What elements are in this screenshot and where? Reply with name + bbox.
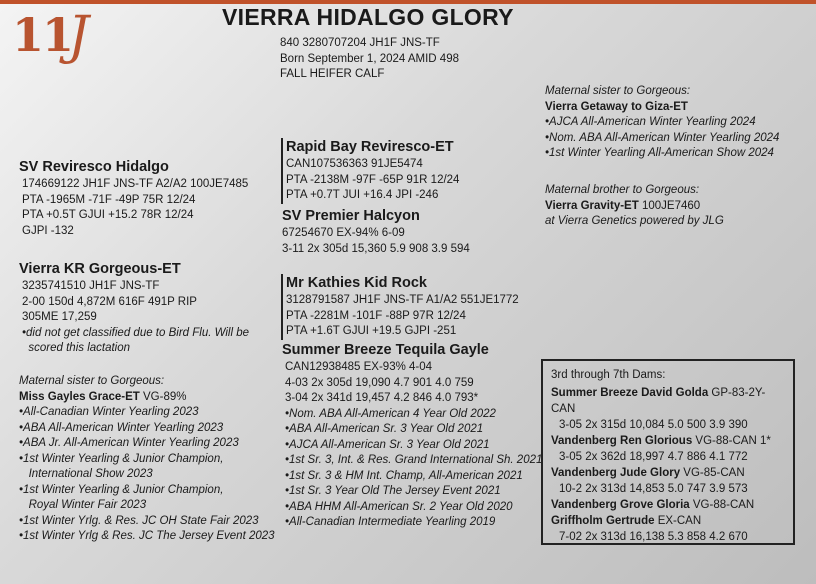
info-line: 840 3280707204 JH1F JNS-TF: [280, 37, 440, 49]
dam-entry-score: VG-88-CAN 1*: [692, 435, 771, 447]
award-item: •ABA All-American Winter Yearling 2023: [19, 421, 224, 434]
right-sister-heading: Maternal sister to Gorgeous:: [545, 85, 691, 97]
dams-sire-line: PTA -2281M -101F -88P 97R 12/24: [286, 309, 466, 322]
dam-entry-name: Vandenberg Ren Glorious: [551, 435, 693, 447]
dams-dam-line: CAN12938485 EX-93% 4-04: [285, 361, 433, 373]
sires-sire-name: Rapid Bay Reviresco-ET: [286, 139, 454, 155]
right-brother-block: [545, 183, 724, 230]
dams-dam-line: 3-04 2x 341d 19,457 4.2 846 4.0 793*: [285, 392, 479, 404]
maternal-sister-heading: Maternal sister to Gorgeous:: [19, 375, 165, 387]
dams-sire-line: PTA +1.6T GJUI +19.5 GJPI -251: [286, 325, 457, 337]
maternal-sister-block: [19, 374, 275, 545]
dam-entry-name: Vandenberg Jude Glory: [551, 467, 681, 479]
sires-sire-block: [281, 138, 459, 204]
lot-letter: J: [68, 6, 89, 66]
right-sister-block: [545, 84, 779, 162]
sires-dam-block: [282, 207, 470, 257]
right-sister-name: Vierra Getaway to Giza-ET: [545, 100, 688, 113]
award-item: •ABA Jr. All-American Winter Yearling 2023: [19, 437, 239, 449]
dam-name: Vierra KR Gorgeous-ET: [19, 261, 181, 277]
dam-line: 2-00 150d 4,872M 616F 491P RIP: [22, 295, 197, 308]
right-brother-note: at Vierra Genetics powered by JLG: [545, 215, 724, 227]
dam-entry-name: Griffholm Gertrude: [551, 515, 655, 527]
dam-entry-record: 3-05 2x 315d 10,084 5.0 500 3.9 390: [559, 419, 748, 431]
award-item: •ABA All-American Sr. 3 Year Old 2021: [285, 423, 484, 435]
award-item: •1st Winter Yrlg. & Res. JC OH State Fair 2023: [19, 514, 259, 527]
award-item: •1st Sr. 3, Int. & Res. Grand International Sh. 2021: [285, 454, 543, 466]
award-item: •Nom. ABA All-American 4 Year Old 2022: [285, 407, 496, 420]
sires-dam-line: 67254670 EX-94% 6-09: [282, 227, 405, 239]
dam-line: 3235741510 JH1F JNS-TF: [22, 280, 160, 292]
award-item: •All-Canadian Intermediate Yearling 2019: [285, 516, 496, 528]
dam-entry-score: EX-CAN: [654, 515, 702, 527]
dam-line: 305ME 17,259: [22, 311, 97, 323]
dam-entry-score: VG-88-CAN: [689, 499, 755, 511]
dams-box: [541, 359, 795, 545]
maternal-sister-score: VG-89%: [139, 390, 187, 403]
award-item: •Nom. ABA All-American Winter Yearling 2024: [545, 131, 780, 144]
dams-dam-line: 4-03 2x 305d 19,090 4.7 901 4.0 759: [285, 376, 474, 389]
award-item: •1st Winter Yrlg & Res. JC The Jersey Event 2023: [19, 530, 275, 542]
sires-sire-line: PTA +0.7T JUI +16.4 JPI -246: [286, 189, 439, 201]
award-item: •1st Winter Yearling & Junior Champion,: [19, 452, 224, 465]
dam-entry-record: 7-02 2x 313d 16,138 5.3 858 4.2 670: [559, 531, 748, 543]
dam-note: •did not get classified due to Bird Flu. Will be: [22, 326, 250, 339]
dam-entry-record: 3-05 2x 362d 18,997 4.7 886 4.1 772: [559, 451, 748, 463]
sire-line: GJPI -132: [22, 224, 74, 237]
dam-entry-name: Vandenberg Grove Gloria: [551, 499, 690, 511]
award-item: •AJCA All-American Sr. 3 Year Old 2021: [285, 438, 490, 451]
dam-block: [19, 260, 249, 357]
sires-sire-line: PTA -2138M -97F -65P 91R 12/24: [286, 173, 460, 186]
award-item: •1st Winter Yearling All-American Show 2024: [545, 147, 774, 159]
dams-sire-line: 3128791587 JH1F JNS-TF A1/A2 551JE1772: [286, 294, 519, 306]
award-item: •ABA HHM All-American Sr. 2 Year Old 2020: [285, 500, 513, 513]
award-item: Royal Winter Fair 2023: [19, 499, 147, 511]
sire-line: PTA +0.5T GJUI +15.2 78R 12/24: [22, 209, 194, 221]
dams-dam-block: [282, 341, 542, 531]
animal-info: [280, 36, 459, 83]
sire-block: [19, 158, 248, 239]
info-line: Born September 1, 2024 AMID 498: [280, 52, 459, 65]
right-brother-code: 100JE7460: [638, 199, 701, 212]
sire-line: PTA -1965M -71F -49P 75R 12/24: [22, 193, 196, 206]
sires-dam-name: SV Premier Halcyon: [282, 208, 420, 224]
award-item: •1st Winter Yearling & Junior Champion,: [19, 483, 224, 496]
award-item: •1st Sr. 3 & HM Int. Champ, All-American 2021: [285, 469, 523, 482]
right-brother-heading: Maternal brother to Gorgeous:: [545, 184, 700, 196]
sire-line: 174669122 JH1F JNS-TF A2/A2 100JE7485: [22, 178, 249, 190]
dam-entry-name: Summer Breeze David Golda: [551, 387, 709, 399]
sires-dam-line: 3-11 2x 305d 15,360 5.9 908 3.9 594: [282, 242, 470, 255]
award-item: International Show 2023: [19, 468, 153, 480]
animal-title: VIERRA HIDALGO GLORY: [222, 4, 514, 30]
info-line: FALL HEIFER CALF: [280, 68, 385, 80]
award-item: •All-Canadian Winter Yearling 2023: [19, 406, 199, 418]
sire-name: SV Reviresco Hidalgo: [19, 159, 169, 175]
award-item: •1st Sr. 3 Year Old The Jersey Event 2021: [285, 485, 501, 497]
dam-entry-score: GP-83-2Y-CAN: [551, 387, 766, 415]
dams-sire-block: [281, 274, 519, 340]
sires-sire-line: CAN107536363 91JE5474: [286, 158, 423, 170]
dam-entry-score: VG-85-CAN: [680, 467, 745, 479]
dam-note: scored this lactation: [22, 342, 131, 354]
dams-sire-name: Mr Kathies Kid Rock: [286, 275, 427, 291]
award-item: •AJCA All-American Winter Yearling 2024: [545, 116, 756, 128]
maternal-sister-name: Miss Gayles Grace-ET: [19, 390, 140, 403]
dams-dam-name: Summer Breeze Tequila Gayle: [282, 342, 489, 358]
dams-box-heading: 3rd through 7th Dams:: [551, 369, 666, 381]
dam-entry-record: 10-2 2x 313d 14,853 5.0 747 3.9 573: [559, 483, 748, 495]
lot-number: 11: [12, 8, 73, 62]
right-brother-name: Vierra Gravity-ET: [545, 199, 639, 212]
